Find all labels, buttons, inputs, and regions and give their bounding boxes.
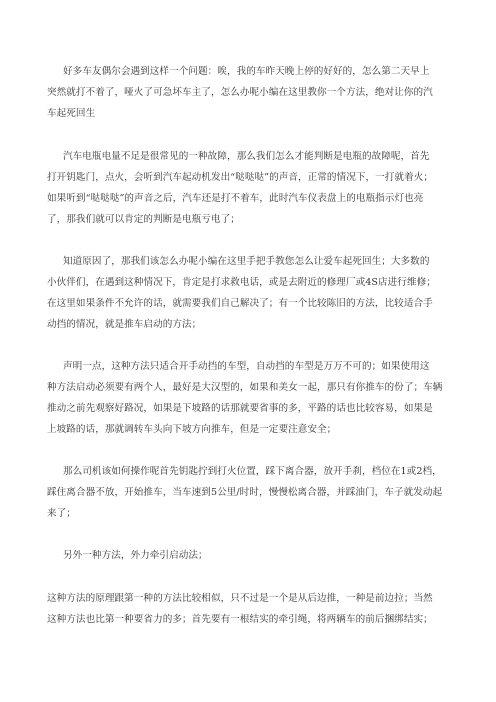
- text-line: 那么司机该如何操作呢首先钥匙拧到打火位置，踩下离合器，放开手刹，档位在1或2档，: [63, 466, 442, 477]
- text-line: 知道原因了，那我们该怎么办呢小编在这里手把手教您怎么让爱车起死回生；大多数的: [63, 256, 430, 267]
- text-line: 小伙伴们，在遇到这种情况下，肯定是打求救电话，或是去附近的修理厂或4S店进行维修；: [47, 277, 436, 288]
- text-line: 动挡的情况，就是推车启动的方法；: [47, 319, 202, 330]
- text-line: 这种方法的原理跟第一种的方法比较相似，只不过是一个是从后边推，一种是前边拉；当然: [47, 593, 433, 604]
- text-line: 了，那我们就可以肯定的判断是电瓶亏电了；: [47, 214, 240, 225]
- text-line: 推动之前先观察好路况，如果是下坡路的话那就要省事的多，平路的话也比较容易，如果是: [47, 403, 433, 414]
- text-line: 另外一种方法，外力牵引启动法；: [63, 550, 208, 561]
- text-line: 突然就打不着了，哑火了可急坏车主了，怎么办呢小编在这里教你一个方法，绝对让你的汽: [47, 87, 433, 98]
- text-line: 上坡路的话，那就调转车头向下坡方向推车，但是一定要注意安全；: [47, 424, 337, 435]
- text-line: 在这里如果条件不允许的话，就需要我们自己解决了；有一个比较陈旧的方法，比较适合手: [47, 298, 433, 309]
- text-line: 种方法启动必须要有两个人，最好是大汉型的，如果和美女一起，那只有你推车的份了；车辆: [47, 382, 443, 393]
- text-line: 声明一点，这种方法只适合开手动挡的车型，自动挡的车型是万万不可的；如果使用这: [63, 361, 430, 372]
- text-line: 来了；: [47, 508, 76, 519]
- text-line: 这种方法也比第一种要省力的多；首先要有一根结实的牵引绳，将两辆车的前后捆绑结实；: [47, 614, 433, 625]
- text-line: 如果听到“哒哒哒”的声音之后，汽车还是打不着车，此时汽车仪表盘上的电瓶指示灯也亮: [47, 193, 424, 204]
- text-line: 汽车电瓶电量不足是很常见的一种故障，那么我们怎么才能判断是电瓶的故障呢，首先: [63, 151, 430, 162]
- text-line: 踩住离合器不放，开始推车，当车速到5公里/时时，慢慢松离合器，并踩油门，车子就发动起: [47, 487, 443, 498]
- text-line: 车起死回生: [47, 108, 96, 119]
- text-line: 打开钥匙门，点火，会听到汽车起动机发出“哒哒哒”的声音，正常的情况下，一打就着火；: [47, 172, 434, 183]
- text-line: 好多车友偶尔会遇到这样一个问题：唉，我的车昨天晚上停的好好的，怎么第二天早上: [63, 66, 430, 77]
